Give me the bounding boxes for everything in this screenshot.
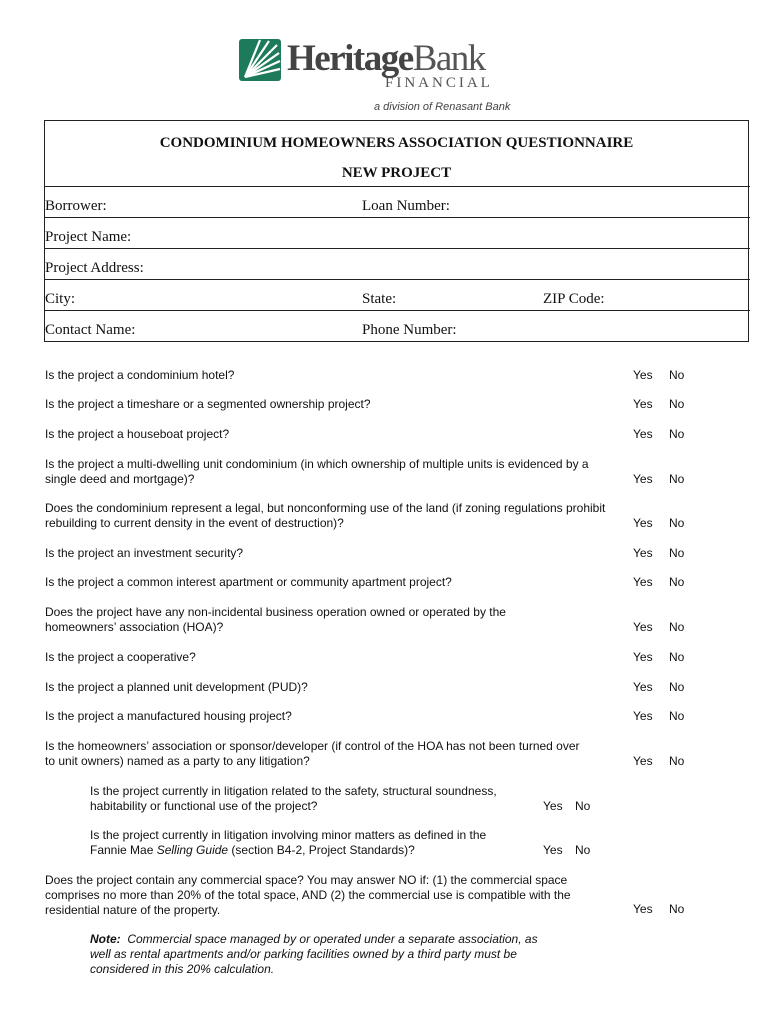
question-text: Is the homeowners’ association or sponsor/developer (if control of the HOA has not been turned over to unit owners) named as a party to any litigation? (45, 739, 580, 768)
borrower-field[interactable]: Borrower: (45, 198, 107, 214)
sub-question-text (90, 828, 510, 858)
form-title: CONDOMINIUM HOMEOWNERS ASSOCIATION QUESTIONNAIRE (159, 135, 634, 151)
divider (44, 248, 750, 249)
divider (44, 279, 750, 280)
state-field[interactable]: State: (362, 291, 397, 307)
yes-option[interactable]: Yes (633, 754, 653, 768)
yes-option[interactable]: Yes (633, 516, 653, 530)
no-option[interactable]: No (669, 902, 685, 916)
logo-name-bank: Bank (412, 38, 485, 79)
yes-option[interactable]: Yes (633, 680, 653, 694)
question-text: Is the project a planned unit development (PUD)? (45, 680, 308, 694)
sub-question-text-part: Is the project currently in litigation involving minor matters as defined in the Fannie Mae (90, 828, 487, 857)
phone-number-field[interactable]: Phone Number: (362, 322, 457, 338)
yes-option[interactable]: Yes (633, 368, 653, 382)
no-option[interactable]: No (669, 650, 685, 664)
divider (44, 310, 750, 311)
no-option[interactable]: No (669, 709, 685, 723)
no-option[interactable]: No (575, 843, 591, 857)
form-subtitle: NEW PROJECT (341, 165, 452, 181)
question-text: Does the project have any non-incidental business operation owned or operated by the homeowners’ association (HOA)? (45, 605, 506, 634)
project-address-field[interactable]: Project Address: (45, 260, 144, 276)
logo-division-text: a division of Renasant Bank (374, 101, 511, 113)
no-option[interactable]: No (669, 620, 685, 634)
no-option[interactable]: No (669, 397, 685, 411)
question-text: Is the project a manufactured housing project? (45, 709, 292, 723)
commercial-space-note (90, 932, 560, 977)
no-option[interactable]: No (669, 516, 685, 530)
no-option[interactable]: No (669, 472, 685, 486)
question-text: Is the project a cooperative? (45, 650, 196, 664)
yes-option[interactable]: Yes (633, 575, 653, 589)
note-text: Commercial space managed by or operated under a separate association, as well as rental apartments and/or parking facilities owned by a third party must be considered in this 20% calculation. (90, 932, 538, 976)
question-text: Is the project a condominium hotel? (45, 368, 235, 382)
question-text: Does the condominium represent a legal, but nonconforming use of the land (if zoning regulations prohibit rebuilding to current density in the event of destruction)? (45, 501, 606, 530)
question-text: Is the project a multi-dwelling unit condominium (in which ownership of multiple units is evidenced by a single deed and mortgage)? (45, 457, 589, 486)
divider (44, 186, 750, 187)
zip-code-field[interactable]: ZIP Code: (543, 291, 605, 307)
question-text: Does the project contain any commercial space? You may answer NO if: (1) the commercial space comprises no more than 20% of the total space, AND (2) the commercial use is compatible with the residential nature of the property. (45, 873, 571, 917)
yes-option[interactable]: Yes (633, 427, 653, 441)
yes-option[interactable]: Yes (543, 799, 563, 813)
selling-guide-title: Selling Guide (156, 843, 229, 857)
question-text: Is the project a timeshare or a segmented ownership project? (45, 397, 371, 411)
question-text: Is the project an investment security? (45, 546, 244, 560)
yes-option[interactable]: Yes (633, 472, 653, 486)
yes-option[interactable]: Yes (633, 650, 653, 664)
question-text: Is the project a common interest apartment or community apartment project? (45, 575, 452, 589)
city-field[interactable]: City: (45, 291, 76, 307)
no-option[interactable]: No (669, 680, 685, 694)
no-option[interactable]: No (669, 546, 685, 560)
yes-option[interactable]: Yes (633, 620, 653, 634)
note-label: Note: (90, 932, 121, 946)
sub-question-text-part: (section B4-2, Project Standards)? (228, 843, 415, 857)
divider (44, 217, 750, 218)
no-option[interactable]: No (669, 427, 685, 441)
question-text: Is the project a houseboat project? (45, 427, 230, 441)
sub-question-text: Is the project currently in litigation related to the safety, structural soundness, habitability or functional use of the project? (90, 784, 497, 813)
loan-number-field[interactable]: Loan Number: (362, 198, 450, 214)
yes-option[interactable]: Yes (633, 709, 653, 723)
no-option[interactable]: No (575, 799, 591, 813)
yes-option[interactable]: Yes (543, 843, 563, 857)
logo-financial: FINANCIAL (385, 75, 493, 91)
project-name-field[interactable]: Project Name: (45, 229, 132, 245)
contact-name-field[interactable]: Contact Name: (45, 322, 136, 338)
no-option[interactable]: No (669, 368, 685, 382)
yes-option[interactable]: Yes (633, 397, 653, 411)
heritage-bank-logo-icon (239, 39, 281, 81)
yes-option[interactable]: Yes (633, 546, 653, 560)
logo-name-heritage: Heritage (287, 38, 413, 79)
form-header-box (44, 120, 749, 342)
no-option[interactable]: No (669, 575, 685, 589)
yes-option[interactable]: Yes (633, 902, 653, 916)
no-option[interactable]: No (669, 754, 685, 768)
